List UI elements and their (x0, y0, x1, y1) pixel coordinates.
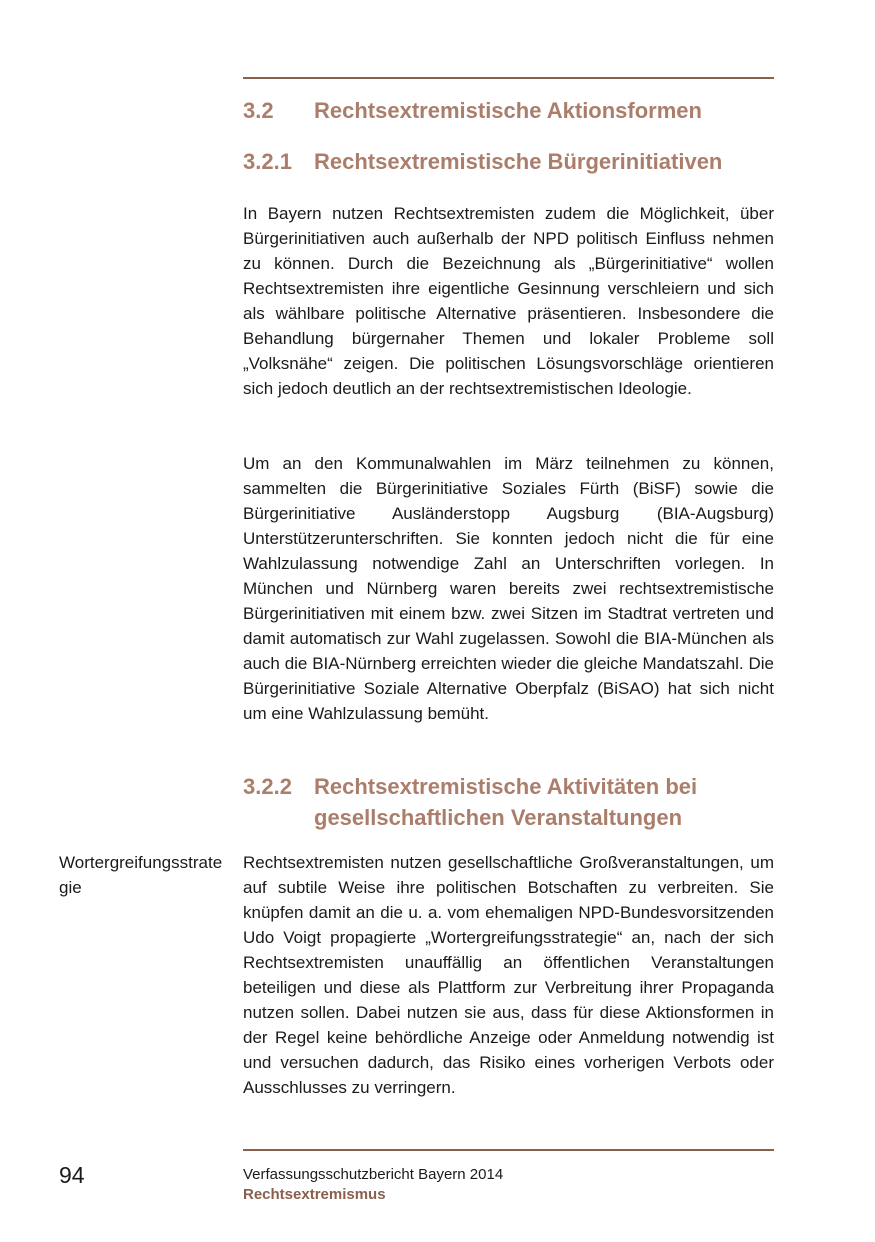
section-title: Rechtsextremistische Aktionsformen (314, 98, 702, 123)
footer-section: Rechtsextremismus (243, 1186, 386, 1203)
footer-publication: Verfassungsschutzbericht Bayern 2014 (243, 1166, 504, 1183)
section-title-line-2: gesellschaftlichen Veranstaltungen (314, 805, 683, 830)
section-number: 3.2.2 (243, 774, 292, 799)
section-title: Rechtsextremistische Bürgerinitiativen (314, 149, 723, 174)
section-heading-3-2-2 (243, 771, 783, 833)
section-number: 3.2 (243, 98, 274, 123)
section-title-line-1: Rechtsextremistische Aktivitäten bei (314, 774, 698, 799)
body-paragraph-2: Um an den Kommunalwahlen im März teilnehmen zu können, sammelten die Bürgerinitiative Soziales Fürth (BiSF) sowie die Bürgerinitiative Ausländerstopp Augsburg (BIA-Augsburg) Unterstützerunterschriften. Sie konnten jedoch nicht die für eine Wahlzulassung notwendige Zahl an Unterschriften vorlegen. In München und Nürnberg waren bereits zwei rechtsextremistische Bürgerinitiativen mit einem bzw. zwei Sitzen im Stadtrat vertreten und damit automatisch zur Wahl zugelassen. Sowohl die BIA-München als auch die BIA-Nürnberg erreichten wieder die gleiche Mandatszahl. Die Bürgerinitiative Soziale Alternative Oberpfalz (BiSAO) hat sich nicht um eine Wahlzulassung bemüht. (243, 454, 774, 723)
margin-note: Wortergreifungsstrategie (59, 853, 223, 897)
section-heading-3-2-1 (243, 146, 783, 177)
top-rule (243, 77, 774, 79)
page-number: 94 (59, 1162, 85, 1188)
footer-rule (243, 1149, 774, 1151)
body-paragraph-3: Rechtsextremisten nutzen gesellschaftliche Großveranstaltungen, um auf subtile Weise ihre politischen Botschaften zu verbreiten. Sie knüpfen damit an die u. a. vom ehemaligen NPD-Bundesvorsitzenden Udo Voigt propagierte „Wortergreifungsstrategie“ an, nach der sich Rechtsextremisten unauffällig an öffentlichen Veranstaltungen beteiligen und diese als Plattform zur Verbreitung ihrer Propaganda nutzen sollen. Dabei nutzen sie aus, dass für diese Aktionsformen in der Regel keine behördliche Anzeige oder Anmeldung notwendig ist und versuchen dadurch, das Risiko eines vorherigen Verbots oder Ausschlusses zu verringern. (243, 853, 774, 1097)
section-number: 3.2.1 (243, 149, 292, 174)
body-paragraph-1: In Bayern nutzen Rechtsextremisten zudem die Möglichkeit, über Bürgerinitiativen auch außerhalb der NPD politisch Einfluss nehmen zu können. Durch die Bezeichnung als „Bürgerinitiative“ wollen Rechtsextremisten ihre eigentliche Gesinnung verschleiern und sich als wählbare politische Alternative präsentieren. Insbesondere die Behandlung bürgernaher Themen und lokaler Probleme soll „Volksnähe“ zeigen. Die politischen Lösungsvorschläge orientieren sich jedoch deutlich an der rechtsextremistischen Ideologie. (243, 204, 774, 398)
section-heading-3-2 (243, 95, 783, 126)
